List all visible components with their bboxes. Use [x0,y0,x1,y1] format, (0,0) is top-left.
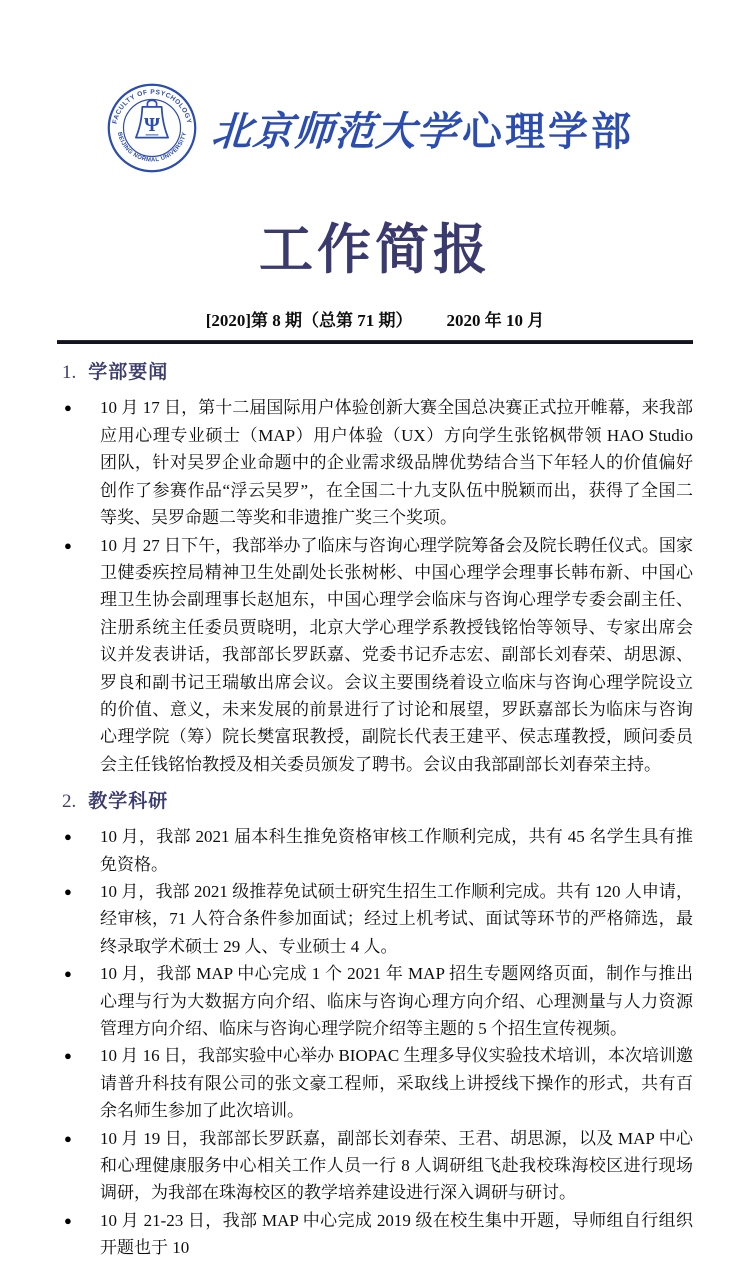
issue-number: [2020]第 8 期（总第 71 期） [205,311,413,331]
bulletin-item [57,960,693,1042]
seal-psi-symbol: Ψ [144,114,160,137]
issue-date: 2020 年 10 月 [446,311,545,331]
bulletin-list [57,823,693,1262]
section-heading [62,786,693,813]
bulletin-item [57,1125,693,1207]
svg-text:BEIJING NORMAL UNIVERSITY [116,132,188,164]
bulletin-list [57,394,693,778]
section-number: 1. [62,362,77,384]
page-title: 工作简报 [259,220,491,280]
university-seal-icon [106,82,198,174]
item-text: 10 月 21-23 日，我部 MAP 中心完成 2019 级在校生集中开题，导师组自行组织开题也于 10 [100,1210,693,1258]
bulletin-masthead [47,82,693,174]
university-name: 北京师范大学 [210,108,460,154]
section-title: 教学科研 [88,791,169,813]
bulletin-item [57,1042,693,1124]
item-text: 10 月，我部 2021 届本科生推免资格审核工作顺利完成，共有 45 名学生具有推免资格。 [100,827,693,874]
bullet-icon: ● [64,883,72,899]
section-heading [62,357,693,384]
section [57,786,693,1262]
item-text: 10 月 27 日下午，我部举办了临床与咨询心理学院筹备会及院长聘任仪式。国家卫健委疾控局精神卫生处副处长张树彬、中国心理学会理事长韩布新、中国心理卫生协会副理事长赵旭东，中国心理学会临床与咨询心理学专委会副主任、注册系统主任委员贾晓明，北京大学心理学系教授钱铭怡等领导、专家出席会议并发表讲话，我部部长罗跃嘉、党委书记乔志宏、副部长刘春荣、胡思源、罗良和副书记王瑞敏出席会议。会议主要围绕着设立临床与咨询心理学院设立的价值、意义，未来发展的前景进行了讨论和展望，罗跃嘉部长为临床与咨询心理学院（筹）院长樊富珉教授，副院长代表王建平、侯志瑾教授，顾问委员会主任钱铭怡教授及相关委员颁发了聘书。会议由我部副部长刘春荣主持。 [100,535,693,774]
bulletin-item [57,394,693,531]
bulletin-item [57,823,693,878]
item-text: 10 月 16 日，我部实验中心举办 BIOPAC 生理多导仪实验技术培训，本次培训邀请普升科技有限公司的张文豪工程师，采取线上讲授线下操作的形式，共有百余名师生参加了此次培训。 [100,1046,693,1121]
bullet-icon: ● [64,1130,72,1146]
section-number: 2. [62,791,77,813]
bullet-icon: ● [64,400,72,416]
masthead-wordmark [212,100,634,157]
bulletin-item [57,1207,693,1262]
bullet-icon: ● [64,1212,72,1228]
bullet-icon: ● [64,537,72,553]
bullet-icon: ● [64,1048,72,1064]
item-text: 10 月 17 日，第十二届国际用户体验创新大赛全国总决赛正式拉开帷幕，来我部应用心理专业硕士（MAP）用户体验（UX）方向学生张铭枫带领 HAO Studio 团队，针对吴罗企业命题中的企业需求级品牌优势结合当下年轻人的价值偏好创作了参赛作品“浮云吴罗”，在全国二十九支队伍中脱颖而出，获得了全国二等奖、吴罗命题二等奖和非遗推广奖三个奖项。 [100,398,693,528]
bulletin-item [57,878,693,960]
section-title: 学部要闻 [88,362,169,384]
seal-bottom-text: BEIJING NORMAL UNIVERSITY [115,131,189,164]
bulletin-item [57,532,693,779]
item-text: 10 月 19 日，我部部长罗跃嘉，副部长刘春荣、王君、胡思源，以及 MAP 中心和心理健康服务中心相关工作人员一行 8 人调研组飞赴我校珠海校区进行现场调研，为我部在珠海校区的教学培养建设进行深入调研与研讨。 [100,1128,693,1203]
header-rule [57,340,693,344]
item-text: 10 月，我部 2021 级推荐免试硕士研究生招生工作顺利完成。共有 120 人申请，经审核，71 人符合条件参加面试；经过上机考试、面试等环节的严格筛选，最终录取学术硕士 29 人、专业硕士 4 人。 [100,881,693,956]
seal-top-text: FACULTY OF PSYCHOLOGY [111,88,193,125]
bullet-icon: ● [64,829,72,845]
sections [57,357,693,1261]
issue-line [57,306,693,331]
faculty-name: 心理学部 [462,109,634,154]
item-text: 10 月，我部 MAP 中心完成 1 个 2021 年 MAP 招生专题网络页面，制作与推出心理与行为大数据方向介绍、临床与咨询心理方向介绍、心理测量与人力资源管理方向介绍、临床与咨询心理学院介绍等主题的 5 个招生宣传视频。 [100,964,693,1038]
section [57,357,693,778]
bullet-icon: ● [64,966,72,982]
